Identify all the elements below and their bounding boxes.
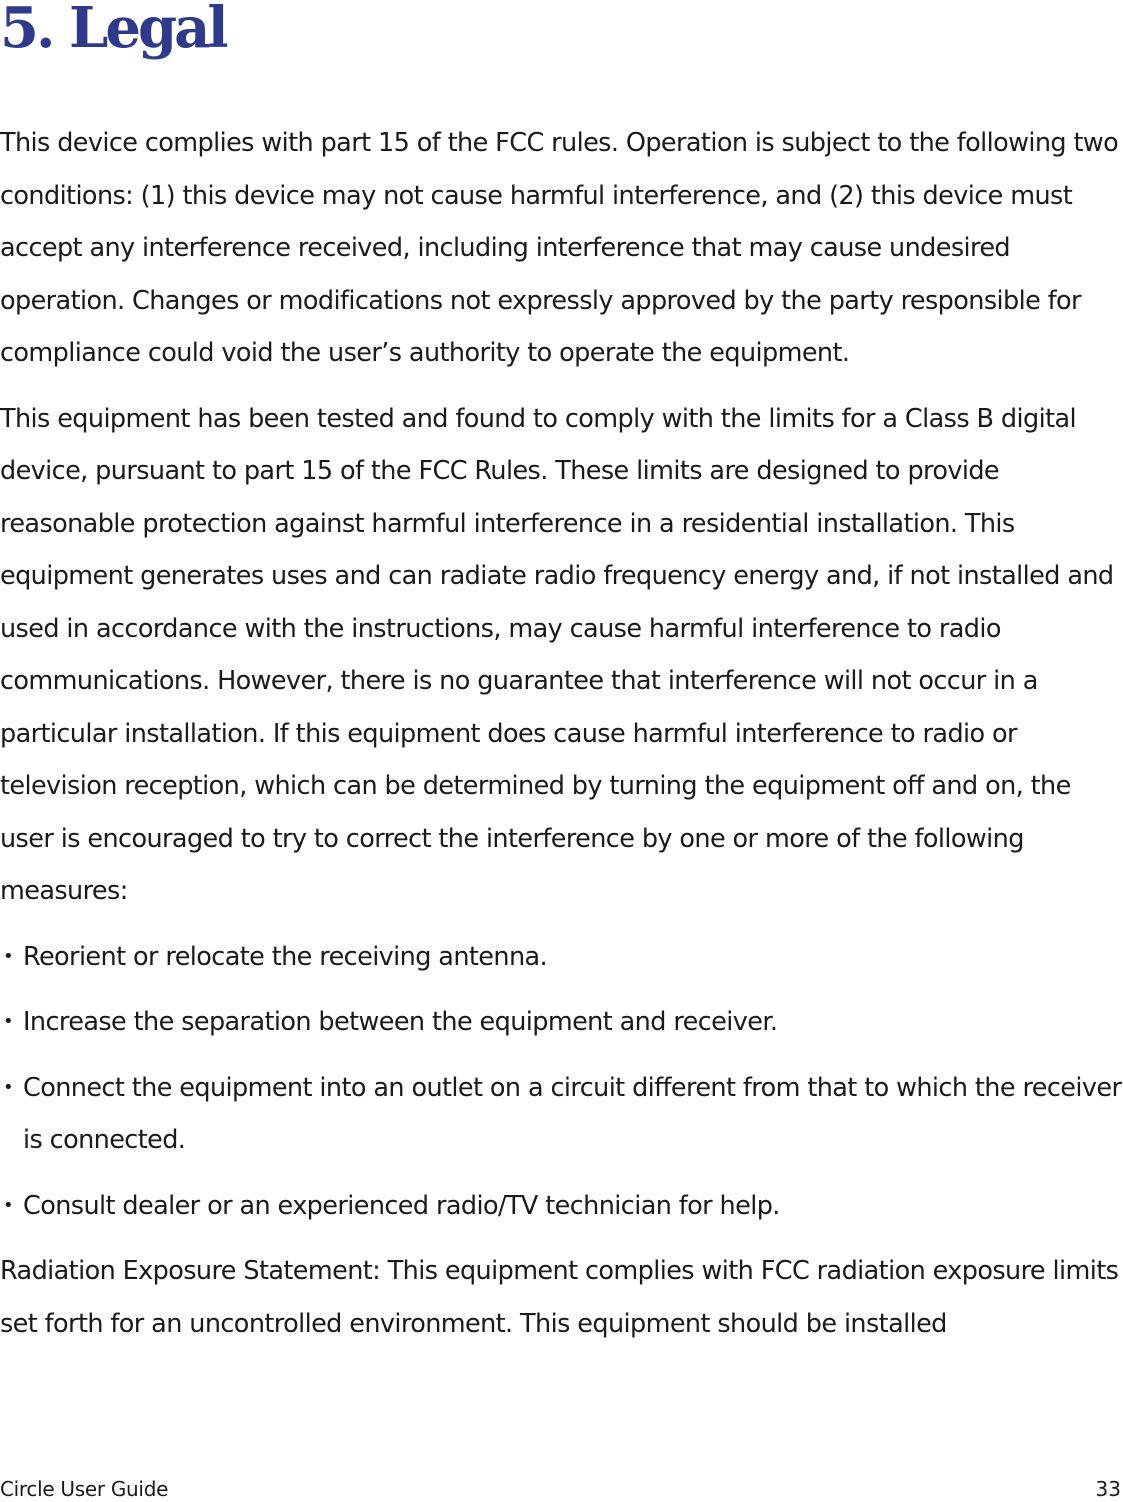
list-item [0, 1062, 1123, 1167]
legal-body [0, 117, 1123, 1363]
list-item [0, 1180, 1123, 1233]
page-title: 5. Legal [0, 0, 226, 61]
class-b-paragraph: This equipment has been tested and found to comply with the limits for a Class B digital device, pursuant to part 15 of the FCC Rules. These limits are designed to provide reasonable protection against harmful interference in a residential installation. This equipment generates uses and can radiate radio frequency energy and, if not installed and used in accordance with the instructions, may cause harmful interference to radio communications. However, there is no guarantee that interference will not occur in a particular installation. If this equipment does cause harmful interference to radio or television reception, which can be determined by turning the equipment off and on, the user is encouraged to try to correct the interference by one or more of the following measures: [0, 403, 1114, 906]
list-item-text: Reorient or relocate the receiving antenna. [23, 941, 548, 972]
list-item [0, 996, 1123, 1049]
bullet-icon: • [3, 945, 14, 967]
bullet-icon: • [3, 1194, 14, 1216]
footer-page-number: 33 [1095, 1477, 1121, 1501]
bullet-icon: • [3, 1011, 14, 1032]
list-item-text: Connect the equipment into an outlet on a circuit different from that to which the receiver is connected. [23, 1072, 1122, 1155]
radiation-exposure-paragraph: Radiation Exposure Statement: This equipment complies with FCC radiation exposure limits set forth for an uncontrolled environment. This equipment should be installed [0, 1256, 1119, 1339]
bullet-icon: • [3, 1076, 14, 1098]
footer-guide-name: Circle User Guide [0, 1477, 169, 1501]
list-item-text: Increase the separation between the equipment and receiver. [23, 1007, 778, 1037]
measures-list [0, 931, 1123, 1233]
list-item-text: Consult dealer or an experienced radio/TV technician for help. [23, 1190, 780, 1221]
list-item [0, 931, 1123, 984]
fcc-compliance-paragraph: This device complies with part 15 of the FCC rules. Operation is subject to the following two conditions: (1) this device may not cause harmful interference, and (2) this device must accept any interference received, including interference that may cause undesired operation. Changes or modifications not expressly approved by the party responsible for compliance could void the user’s authority to operate the equipment. [0, 128, 1119, 368]
